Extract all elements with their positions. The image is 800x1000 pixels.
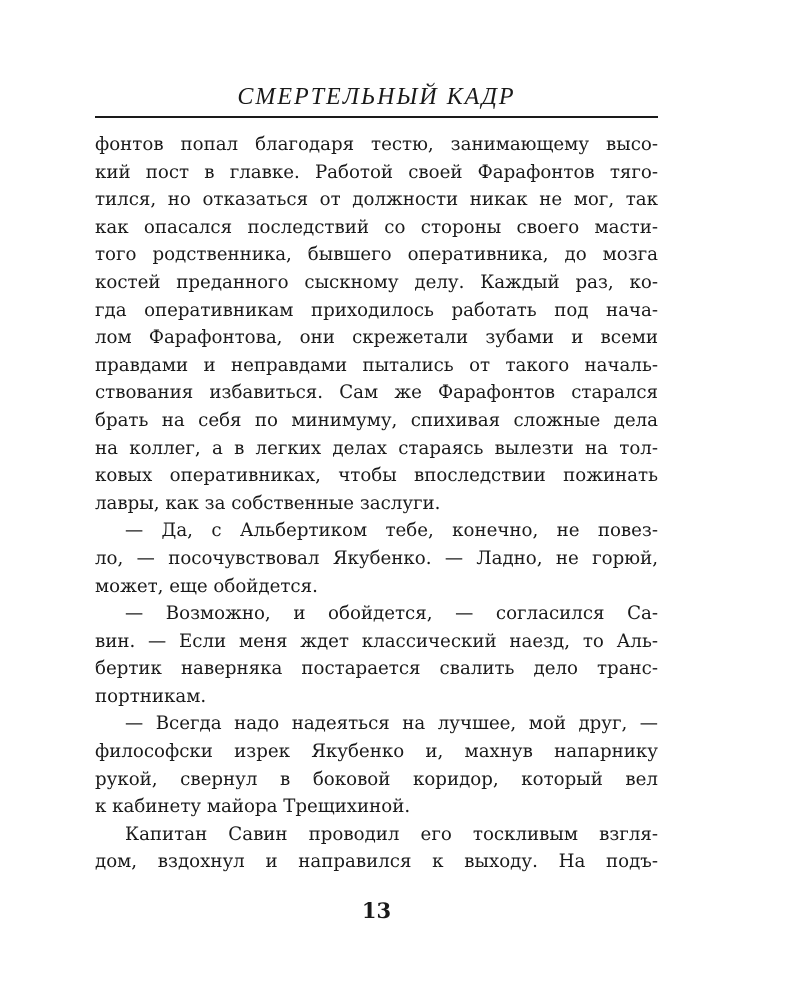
text-line: рукой, свернул в боковой коридор, который вел xyxy=(95,768,658,790)
text-line: костей преданного сыскному делу. Каждый раз, ко- xyxy=(95,271,658,293)
text-line: дом, вздохнул и направился к выходу. На подъ- xyxy=(95,851,658,873)
header-rule xyxy=(95,116,658,118)
text-line: — Да, с Альбертиком тебе, конечно, не повез- xyxy=(125,520,658,542)
text-line: как опасался последствий со стороны своего масти- xyxy=(95,216,658,238)
text-line: бертик наверняка постарается свалить дело транс- xyxy=(95,658,658,680)
text-line: ковых оперативниках, чтобы впоследствии пожинать xyxy=(95,465,658,487)
text-line: вин. — Если меня ждет классический наезд, то Аль- xyxy=(95,630,658,652)
text-line: того родственника, бывшего оперативника, до мозга xyxy=(95,244,658,266)
text-line: философски изрек Якубенко и, махнув напарнику xyxy=(95,741,658,763)
text-line: — Возможно, и обойдется, — согласился Са- xyxy=(125,603,658,625)
text-line: — Всегда надо надеяться на лучшее, мой друг, — xyxy=(125,713,658,735)
text-line: фонтов попал благодаря тестю, занимающему высо- xyxy=(95,134,658,155)
text-line: лавры, как за собственные заслуги. xyxy=(95,492,441,514)
text-line: может, еще обойдется. xyxy=(95,575,318,597)
body-text xyxy=(95,131,658,876)
text-line: ствования избавиться. Сам же Фарафонтов старался xyxy=(95,382,658,404)
text-line: правдами и неправдами пытались от такого началь- xyxy=(95,354,658,376)
running-head-title: СМЕРТЕЛЬНЫЙ КАДР xyxy=(237,84,516,110)
text-line: ло, — посочувствовал Якубенко. — Ладно, не горюй, xyxy=(95,547,658,569)
text-line: портникам. xyxy=(95,685,207,707)
text-line: тился, но отказаться от должности никак не мог, так xyxy=(95,189,658,211)
text-line: гда оперативникам приходилось работать под нача- xyxy=(95,299,658,321)
text-line: на коллег, а в легких делах стараясь вылезти на тол- xyxy=(95,437,658,459)
text-line: брать на себя по минимуму, спихивая сложные дела xyxy=(95,409,658,431)
text-line: к кабинету майора Трещихиной. xyxy=(95,796,411,818)
text-line: Капитан Савин проводил его тоскливым взгля- xyxy=(125,823,658,845)
page-number: 13 xyxy=(361,898,392,923)
text-line: кий пост в главке. Работой своей Фарафонтов тяго- xyxy=(95,161,658,183)
text-line: лом Фарафонтова, они скрежетали зубами и всеми xyxy=(95,327,658,349)
